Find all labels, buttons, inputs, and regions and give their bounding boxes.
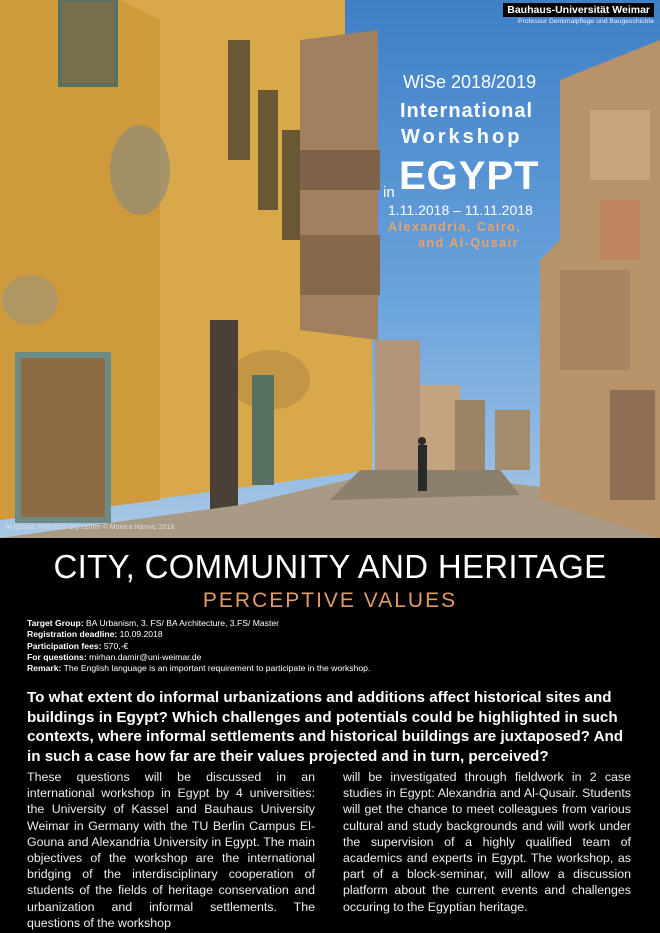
detail-label: Participation fees:	[27, 640, 102, 651]
detail-value: 10.09.2018	[117, 629, 163, 640]
research-question: To what extent do informal urbanizations and additions affect historical sites and buildings in Egypt? Which challenges and potentials could be highlighted in such contexts, where informal settlements and historical buildings are juxtaposed? And in such a case how far are their values projected and in turn, perceived?	[27, 689, 624, 765]
university-name: Bauhaus-Universität Weimar	[503, 3, 654, 17]
detail-target-group	[27, 618, 370, 629]
detail-value: 570,-€	[101, 640, 129, 651]
body-column-2: will be investigated through fieldwork in 2 case studies in Egypt: Alexandria and Al-Qusair. Students will get the chance to meet colleagues from various cultural and study backgrounds and will work under the supervision of a highly qualified team of academics and experts in Egypt. The workshop, as part of a block-seminar, will allow a discussion platform about the current events and challenges occuring to the Egyptian heritage.	[343, 770, 631, 914]
detail-label: Target Group:	[27, 618, 84, 628]
detail-value: BA Urbanism, 3. FS/ BA Architecture, 3.FS/ Master	[83, 618, 279, 628]
workshop-places-line1: Alexandria, Cairo,	[388, 220, 522, 234]
detail-contact	[27, 652, 370, 663]
semester-label: WiSe 2018/2019	[403, 72, 537, 92]
detail-participation-fees	[27, 641, 370, 652]
photo-credit: Al-Qusair: Historical city center © Monica Hanna, 2018	[5, 524, 175, 531]
workshop-details	[27, 618, 370, 674]
poster-title: CITY, COMMUNITY AND HERITAGE	[53, 548, 607, 585]
country-label: EGYPT	[399, 154, 540, 198]
body-column-1: These questions will be discussed in an international workshop in Egypt by 4 universities: the University of Kassel and Bauhaus University Weimar in Germany with the TU Berlin Campus El-Gouna and Alexandria University in Egypt. The main objectives of the workshop are the international bridging of the interdisciplinary cooperation of students of the fields of heritage conservation and urbanization and informal settlements. The questions of the workshop	[27, 770, 315, 930]
contact-email[interactable]: mirhan.damir@uni-weimar.de	[86, 651, 202, 662]
in-label: in	[383, 184, 395, 201]
workshop-label: Workshop	[401, 126, 523, 148]
workshop-dates: 1.11.2018 – 11.11.2018	[388, 202, 533, 218]
poster-subtitle: PERCEPTIVE VALUES	[202, 589, 458, 612]
detail-label: Remark:	[27, 663, 62, 674]
university-brand	[484, 0, 660, 24]
chair-name: Professur Denkmalpflege und Baugeschichte	[517, 18, 654, 25]
detail-registration-deadline	[27, 629, 370, 640]
detail-value: The English language is an important requirement to participate in the workshop.	[61, 663, 371, 674]
detail-label: For questions:	[27, 651, 87, 662]
detail-remark	[27, 663, 370, 674]
international-label: International	[400, 100, 534, 122]
workshop-places-line2: and Al-Qusair	[418, 236, 519, 250]
detail-label: Registration deadline:	[27, 629, 118, 640]
